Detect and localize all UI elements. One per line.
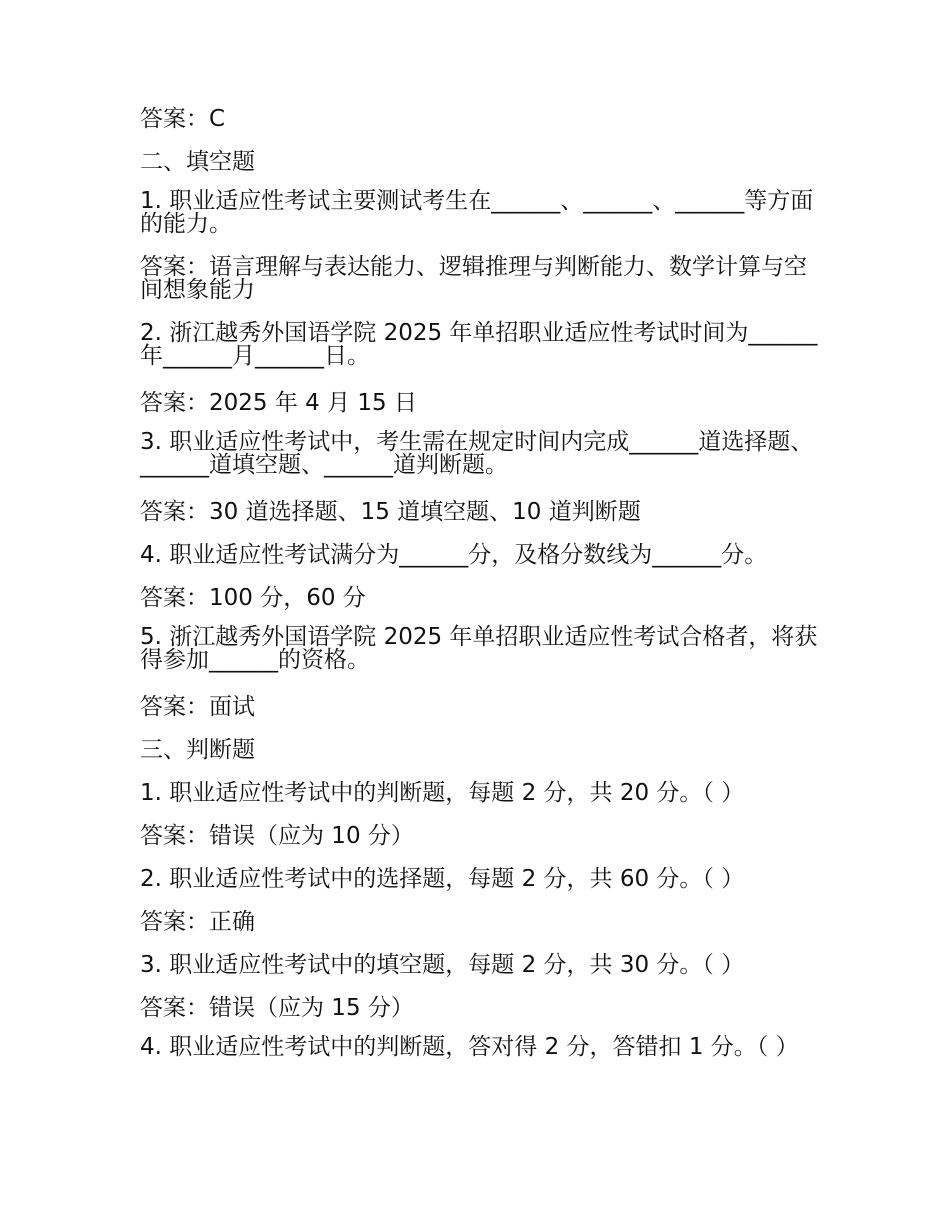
document-content: [140, 104, 820, 1079]
section-heading: 三、判断题: [140, 737, 255, 763]
answer-line: 答案：30 道选择题、15 道填空题、10 道判断题: [140, 499, 641, 525]
question-line: 2. 职业适应性考试中的选择题，每题 2 分，共 60 分。（ ）: [140, 866, 745, 892]
section-heading: 二、填空题: [140, 149, 255, 175]
question-line: 1. 职业适应性考试主要测试考生在______、______、______等方面的能力。: [140, 188, 814, 237]
question-line: 1. 职业适应性考试中的判断题，每题 2 分，共 20 分。（ ）: [140, 780, 745, 806]
question-line: 3. 职业适应性考试中，考生需在规定时间内完成______道选择题、______道填空题、______道判断题。: [140, 429, 814, 478]
answer-line: 答案：面试: [140, 694, 255, 720]
answer-line: 答案：正确: [140, 909, 255, 935]
answer-line: 答案：100 分，60 分: [140, 585, 366, 611]
answer-line: 答案：C: [140, 106, 226, 132]
question-line: 5. 浙江越秀外国语学院 2025 年单招职业适应性考试合格者，将获得参加______的资格。: [140, 624, 818, 673]
answer-line: 答案：语言理解与表达能力、逻辑推理与判断能力、数学计算与空间想象能力: [140, 254, 807, 303]
answer-line: 答案：2025 年 4 月 15 日: [140, 390, 417, 416]
answer-line: 答案：错误（应为 15 分）: [140, 995, 414, 1021]
question-line: 4. 职业适应性考试中的判断题，答对得 2 分，答错扣 1 分。（ ）: [140, 1034, 799, 1060]
question-line: 4. 职业适应性考试满分为______分，及格分数线为______分。: [140, 542, 768, 568]
question-line: 3. 职业适应性考试中的填空题，每题 2 分，共 30 分。（ ）: [140, 952, 745, 978]
answer-line: 答案：错误（应为 10 分）: [140, 823, 414, 849]
question-line: 2. 浙江越秀外国语学院 2025 年单招职业适应性考试时间为______年______月______日。: [140, 320, 818, 369]
